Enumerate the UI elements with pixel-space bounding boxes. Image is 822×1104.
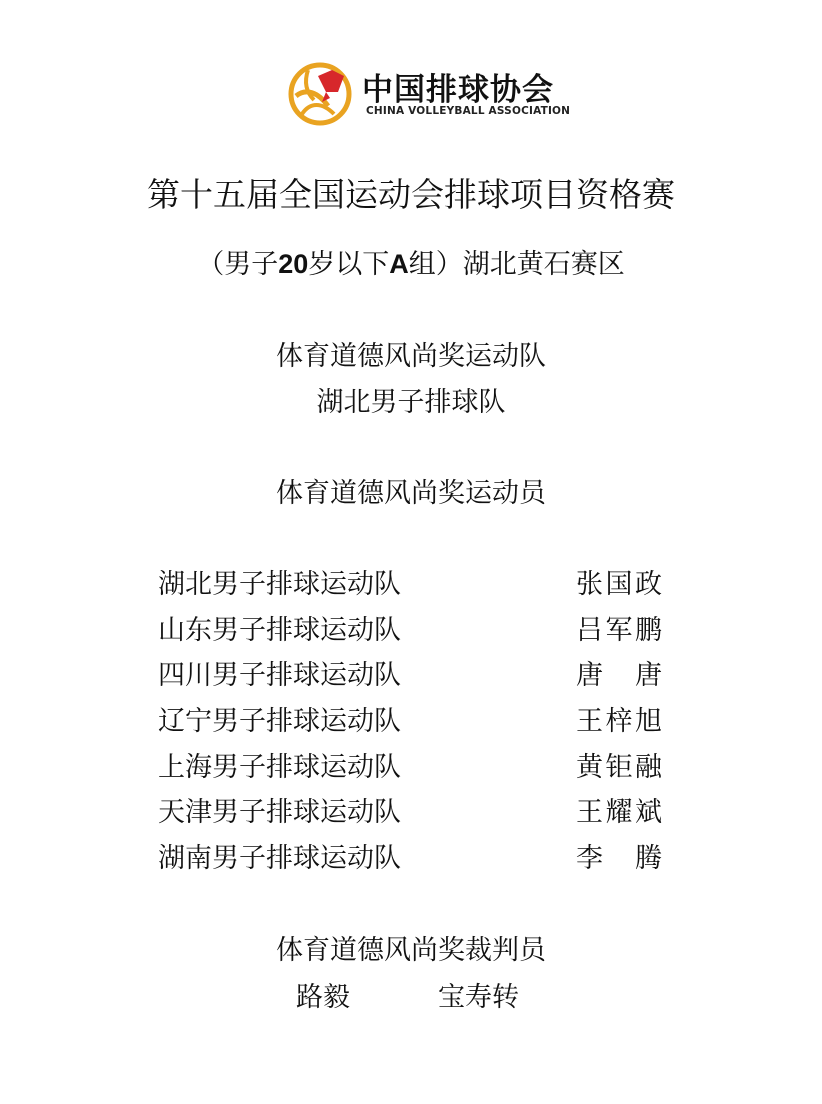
athlete-row-name: 李腾: [576, 843, 662, 874]
athlete-row-name: 张国政: [576, 569, 662, 600]
athlete-row-team: 湖南男子排球运动队: [158, 843, 401, 874]
referee-name: 宝寿转: [438, 982, 519, 1013]
athlete-row-team: 辽宁男子排球运动队: [158, 706, 401, 737]
referee-name: 路毅: [296, 982, 350, 1013]
athlete-row-name: 王梓旭: [576, 706, 662, 737]
subtitle-group: A: [389, 249, 409, 279]
athlete-row-team: 四川男子排球运动队: [158, 660, 401, 691]
athlete-row-name: 吕军鹏: [576, 615, 662, 646]
page-title: 第十五届全国运动会排球项目资格赛: [147, 175, 675, 214]
volleyball-logo-icon: [288, 62, 352, 126]
subtitle-open: （男子: [197, 249, 279, 280]
athlete-row-name: 黄钜融: [576, 752, 662, 783]
team-award-winner: 湖北男子排球队: [316, 387, 506, 418]
subtitle-age: 20: [278, 249, 309, 279]
team-award-heading: 体育道德风尚奖运动队: [276, 341, 546, 372]
subtitle-close: 组）湖北黄石赛区: [408, 249, 625, 280]
athlete-award-heading: 体育道德风尚奖运动员: [276, 478, 546, 509]
cva-logo: [288, 62, 571, 126]
logo-chinese-name: 中国排球协会: [362, 72, 554, 108]
logo-english-name: CHINA VOLLEYBALL ASSOCIATION: [366, 105, 571, 117]
athlete-row-team: 山东男子排球运动队: [158, 615, 401, 646]
athlete-row-team: 天津男子排球运动队: [158, 797, 401, 828]
athlete-row-name: 王耀斌: [576, 797, 662, 828]
subtitle-mid: 岁以下: [308, 249, 390, 280]
athlete-row-team: 湖北男子排球运动队: [158, 569, 401, 600]
athlete-row-team: 上海男子排球运动队: [158, 752, 401, 783]
page-subtitle: [0, 244, 822, 285]
referee-award-heading: 体育道德风尚奖裁判员: [276, 935, 546, 966]
athlete-row-name: 唐唐: [576, 660, 662, 691]
